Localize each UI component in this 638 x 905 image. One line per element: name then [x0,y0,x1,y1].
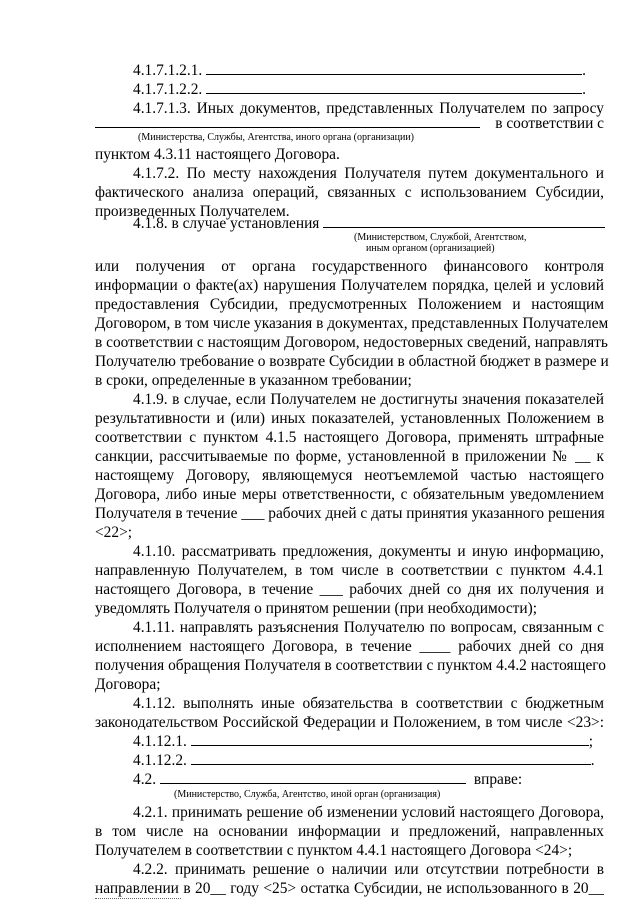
clause-end: . [582,81,586,98]
clause-number: 4.2. [133,771,157,788]
clause-end: . [582,62,586,79]
caption-under-blank: (Министерства, Службы, Агентства, иного органа (организации) [138,132,415,143]
text-line: 4.1.10. рассматривать предложения, документы и иную информацию, [133,543,604,560]
text-line: Получателем в соответствии с пунктом 4.4.1 настоящего Договора <24>; [95,842,573,859]
fill-in-blank [95,127,480,128]
clause-number: 4.1.7.1.2.1. [133,62,203,79]
text-line: Договора; [95,676,161,693]
text-line: 4.2.1. принимать решение об изменении условий настоящего Договора, [133,804,604,821]
text-line: 4.1.12. выполнять иные обязательства в соответствии с бюджетным [133,695,604,712]
fill-in-blank [191,732,589,746]
clause-4-1-8 [95,214,604,233]
fill-in-blank [191,751,591,765]
text-line: информации о факте(ах) нарушения Получателем порядка, целей и условий [95,277,604,294]
text-line: предоставления Субсидии, предусмотренных Положением и настоящим [95,296,604,313]
clause-end: ; [588,733,594,750]
text-line: 4.1.7.1.3. Иных документов, представленных Получателем по запросу [133,100,604,117]
clause-4-1-12-2 [95,751,604,770]
text-line: настоящему Договору, являющемуся неотъемлемой частью настоящего [95,467,604,484]
footnote-separator [95,898,181,899]
text-line: соответствии с пунктом 4.1.5 настоящего Договора, применять штрафные [95,429,604,446]
fill-in-blank [206,80,582,94]
text-line: произведенных Получателем. [95,203,290,220]
text-line: фактического анализа операций, связанных с использованием Субсидии, [95,184,604,201]
text-line: 4.1.8. в случае установления [133,215,320,232]
clause-number: 4.1.12.1. [133,733,187,750]
text-line: Получателю требование о возврате Субсидии в областной бюджет в размере и [95,353,609,370]
text-line: Получателя в течение ___ рабочих дней с даты принятия указанного решения [95,505,605,522]
text-line: в соответствии с [495,115,604,132]
text-line: результативности и (или) иных показателей, установленных Положением в [95,410,604,427]
text-line: вправе: [473,771,523,788]
text-line: санкции, рассчитываемые по форме, установленной в приложении № __ к [95,448,604,465]
caption-under-blank: (Министерство, Служба, Агентство, иной орган (организация) [174,789,441,800]
text-line: настоящего Договора, в течение ___ рабочих дней со дня их получения и [95,581,604,598]
text-line: 4.1.7.2. По месту нахождения Получателя путем документального и [133,165,604,182]
clause-end: . [590,752,595,769]
text-line: Договора, либо иные меры ответственности, с обязательным уведомлением [95,486,604,503]
clause-4-1-7-1-2-1 [95,61,604,80]
text-line: уведомлять Получателя о принятом решении (при необходимости); [95,600,538,617]
text-line: получения обращения Получателя в соответствии с пунктом 4.4.2 настоящего [95,657,606,674]
caption-under-blank: (Министерством, Службой, Агентством, [354,232,527,243]
fill-in-blank [160,770,466,784]
text-line: в сроки, определенные в указанном требовании; [95,372,412,389]
text-line: или получения от органа государственного финансового контроля [95,258,604,275]
text-line: 4.1.11. направлять разъяснения Получателю по вопросам, связанным с [133,619,604,636]
text-line: направленную Получателем, в том числе в соответствии с пунктом 4.4.1 [95,562,604,579]
text-line: 4.2.2. принимать решение о наличии или отсутствии потребности в [133,861,604,878]
text-line: пунктом 4.3.11 настоящего Договора. [95,146,340,163]
clause-4-1-7-1-2-2 [95,80,604,99]
text-line: в том числе на основании информации и предложений, направленных [95,823,604,840]
text-line: Договором, в том числе указания в документах, представленных Получателем [95,315,609,332]
caption-under-blank: иным органом (организацией) [366,243,495,254]
text-line: 4.1.9. в случае, если Получателем не достигнуты значения показателей [133,391,604,408]
fill-in-blank [206,61,582,75]
footnote-ref: <22>; [95,524,133,541]
clause-number: 4.1.12.2. [133,752,187,769]
text-line: законодательством Российской Федерации и Положением, в том числе <23>: [95,714,604,731]
clause-number: 4.1.7.1.2.2. [133,81,203,98]
fill-in-blank [323,214,605,228]
text-line: в соответствии с настоящим Договором, недостоверных сведений, направлять [95,334,608,351]
text-line: направлении в 20__ году <25> остатка Субсидии, не использованного в 20__ [95,880,604,897]
clause-4-2 [95,770,604,789]
text-line: исполнением настоящего Договора, в течение ____ рабочих дней со дня [95,638,604,655]
clause-4-1-12-1 [95,732,604,751]
